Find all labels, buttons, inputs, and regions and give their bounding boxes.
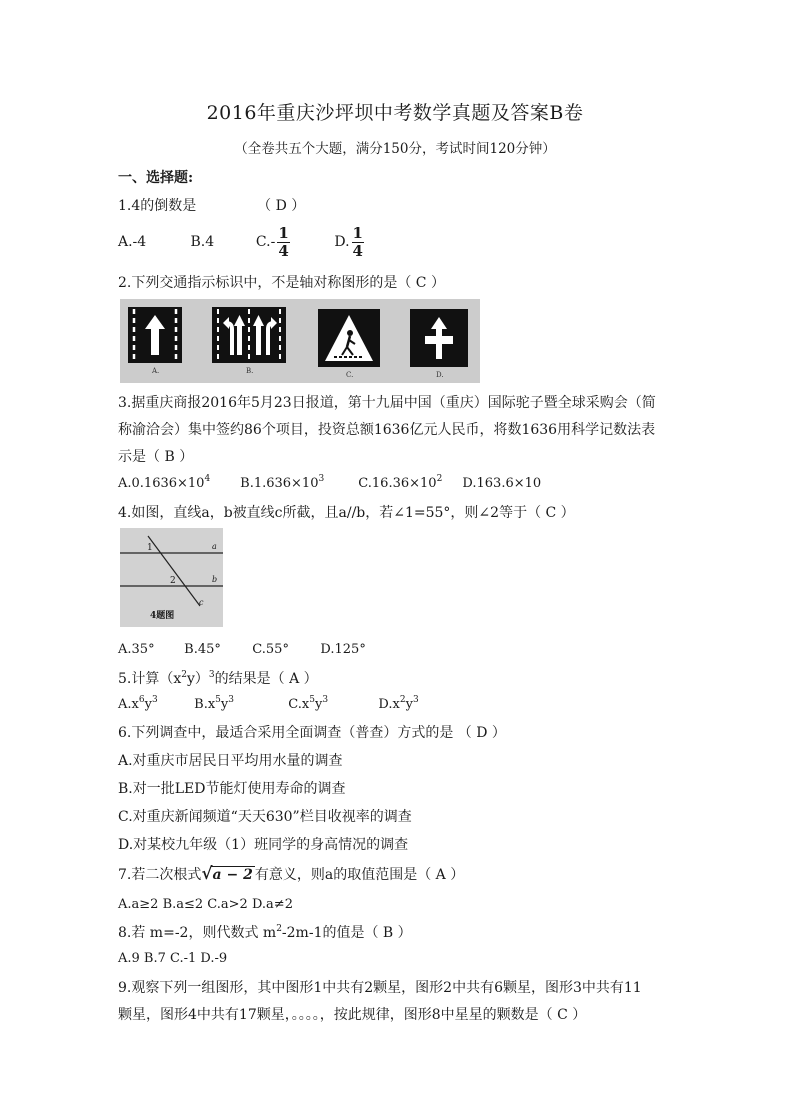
fraction-denominator: 4 <box>352 241 363 260</box>
option-a-base: A.0.1636×10 <box>118 476 205 491</box>
sign-a-label: A. <box>152 367 160 375</box>
traffic-signs-illustration <box>120 299 480 383</box>
question-7-text-suffix: 有意义，则a的取值范围是（ A ） <box>254 867 465 883</box>
question-4-stem: 4.如图，直线a，b被直线c所截，且a//b，若∠1=55°，则∠2等于（ C ） <box>118 505 575 521</box>
line-b-label: b <box>212 575 218 584</box>
radical-sign: √ <box>201 864 213 884</box>
option-c-var: y <box>314 697 323 712</box>
question-7-text-prefix: 7.若二次根式 <box>118 867 202 883</box>
radicand: a − 2 <box>212 867 253 883</box>
question-4-options <box>118 642 366 657</box>
question-4-figure <box>120 528 223 627</box>
option-a <box>118 697 190 712</box>
option-d <box>334 222 364 262</box>
option-c <box>358 476 458 491</box>
fraction-numerator: 1 <box>352 223 363 242</box>
sign-a-straight-arrow-icon <box>128 307 182 363</box>
question-8-options: A.9 B.7 C.-1 D.-9 <box>118 951 228 966</box>
option-c <box>256 222 330 262</box>
option-b-exponent: 3 <box>318 474 325 484</box>
question-5-options <box>118 697 419 712</box>
option-b-base: B.x <box>194 697 216 712</box>
sign-b-lane-arrows-icon <box>212 307 286 363</box>
option-c <box>288 697 374 712</box>
question-9-line-2: 颗星，图形4中共有17颗星，。。。。，按此规律，图形8中星星的颗数是（ C ） <box>118 1007 587 1023</box>
question-7-options: A.a≥2 B.a≤2 C.a>2 D.a≠2 <box>118 897 293 912</box>
option-b-var: y <box>220 697 229 712</box>
exponent: 6 <box>138 695 145 705</box>
option-b <box>194 697 284 712</box>
question-8-text-suffix: -2m-1的值是（ B ） <box>281 925 412 941</box>
line-a-label: a <box>212 542 217 551</box>
exponent: 5 <box>215 695 221 705</box>
option-a: A.-4 <box>118 234 147 250</box>
question-5-text-suffix: 的结果是（ A ） <box>214 671 318 687</box>
traffic-signs-photo <box>120 299 480 383</box>
sign-b-label: B. <box>246 367 254 375</box>
angle-2-label: 2 <box>170 576 176 586</box>
question-1-stem <box>118 195 305 215</box>
figure-caption: 4题图 <box>150 611 175 621</box>
option-d-var: y <box>405 697 413 712</box>
sign-c-pedestrian-crossing-icon <box>318 309 380 367</box>
section-heading: 一、选择题: <box>118 170 194 186</box>
question-9-line-1: 9.观察下列一组图形，其中图形1中共有2颗星，图形2中共有6颗星，图形3中共有11 <box>118 980 642 996</box>
question-6-option-c: C.对重庆新闻频道“天天630”栏目收视率的调查 <box>118 809 412 825</box>
question-5-text-prefix: 5.计算（x <box>118 671 182 687</box>
question-1-text: 1.4的倒数是 <box>118 198 197 214</box>
exponent: 3 <box>151 695 158 705</box>
option-d-base: D.x <box>378 697 400 712</box>
exponent: 3 <box>228 695 234 705</box>
fraction-numerator: 1 <box>278 223 289 242</box>
option-d-fraction <box>352 223 364 260</box>
option-a-var: y <box>144 697 152 712</box>
option-a-exponent: 4 <box>204 474 211 484</box>
question-3-line-2: 称渝洽会）集中签约86个项目，投资总额1636亿元人民币，将数1636用科学记数法表 <box>118 422 656 438</box>
question-6-option-b: B.对一批LED节能灯使用寿命的调查 <box>118 781 346 797</box>
question-5-text-mid: y） <box>187 671 209 687</box>
sign-c-label: C. <box>346 371 354 379</box>
exponent: 3 <box>412 695 419 705</box>
option-a-base: A.x <box>118 697 139 712</box>
option-c-prefix: C.- <box>255 234 276 250</box>
question-3-line-1: 3.据重庆商报2016年5月23日报道，第十九届中国（重庆）国际驼子暨全球采购会（简 <box>118 395 656 411</box>
question-3-options <box>118 476 541 491</box>
option-b <box>240 476 354 491</box>
question-6-stem: 6.下列调查中，最适合采用全面调查（普查）方式的是 （ D ） <box>118 725 506 741</box>
sign-d-cross-arrow-icon <box>410 309 468 367</box>
angle-1-label: 1 <box>147 543 153 553</box>
line-c-label: c <box>199 598 204 607</box>
option-c-exponent: 2 <box>436 474 443 484</box>
option-d: D.125° <box>320 642 366 657</box>
exponent: 2 <box>399 695 406 705</box>
exponent: 5 <box>309 695 315 705</box>
question-1-answer: （ D ） <box>257 198 306 214</box>
question-6-option-d: D.对某校九年级（1）班同学的身高情况的调查 <box>118 837 409 853</box>
option-a <box>118 476 236 491</box>
option-d: D.163.6×10 <box>462 476 542 491</box>
sign-d-label: D. <box>436 371 444 379</box>
question-2-stem: 2.下列交通指示标识中，不是轴对称图形的是（ C ） <box>118 275 445 291</box>
exponent: 3 <box>322 695 329 705</box>
question-7-stem <box>118 864 464 884</box>
exponent: 2 <box>276 924 282 934</box>
page-title: 2016年重庆沙坪坝中考数学真题及答案B卷 <box>206 102 584 124</box>
option-b-base: B.1.636×10 <box>240 476 319 491</box>
option-c-base: C.16.36×10 <box>358 476 437 491</box>
option-d <box>378 697 418 712</box>
fraction-denominator: 4 <box>278 241 289 260</box>
option-c: C.55° <box>252 642 289 657</box>
question-6-option-a: A.对重庆市居民日平均用水量的调查 <box>118 753 343 769</box>
option-b: B.45° <box>184 642 221 657</box>
exponent: 3 <box>208 670 215 680</box>
question-1-options <box>118 222 364 262</box>
question-5-stem <box>118 668 318 688</box>
exponent: 2 <box>181 670 187 680</box>
option-b: B.4 <box>190 234 215 250</box>
option-c-base: C.x <box>288 697 310 712</box>
question-8-text-prefix: 8.若 m=-2，则代数式 m <box>118 925 277 941</box>
page-subtitle: （全卷共五个大题，满分150分，考试时间120分钟） <box>234 141 556 157</box>
option-a: A.35° <box>118 642 155 657</box>
question-3-line-3: 示是（ B ） <box>118 449 194 465</box>
option-d-prefix: D. <box>334 234 350 250</box>
question-8-stem <box>118 922 412 942</box>
option-c-fraction <box>277 223 289 260</box>
